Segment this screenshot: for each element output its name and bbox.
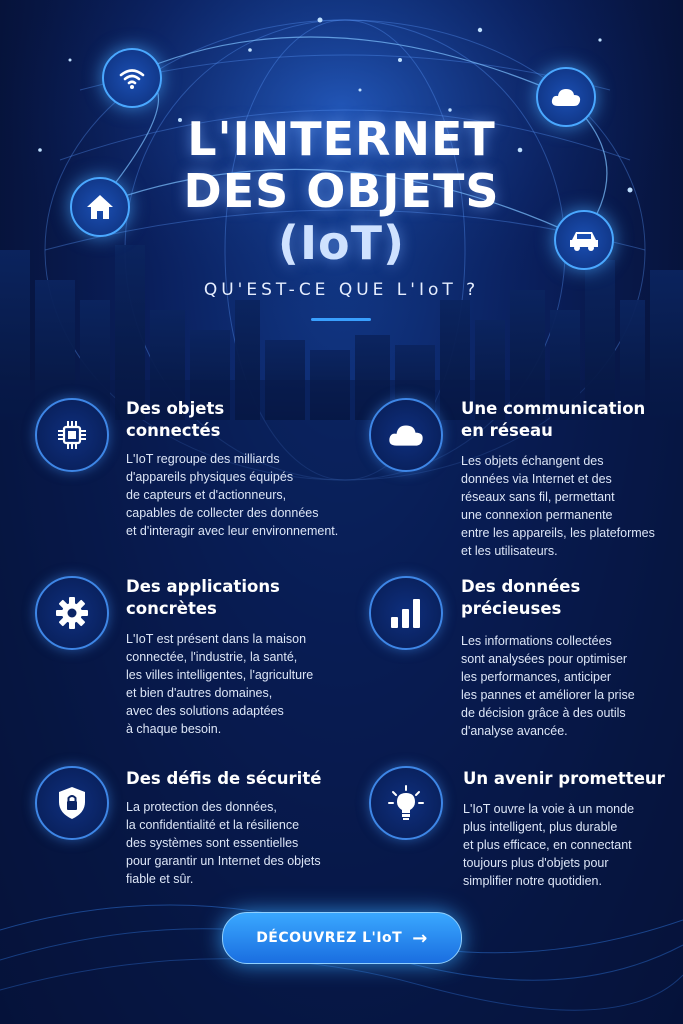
card-text: Les objets échangent des données via Internet et des réseaux sans fil, permettant une connexion permanente entre les appareils, les plateformes et les utilisateurs. [461,454,655,558]
gear-icon [35,576,109,650]
chip-icon [35,398,109,472]
card-title: Des objets connectés [126,399,225,440]
card-text: L'IoT ouvre la voie à un monde plus intelligent, plus durable et plus efficace, en connectant toujours plus d'objets pour simplifier notre quotidien. [463,802,635,888]
wifi-icon [102,48,162,108]
card-text: L'IoT regroupe des milliards d'appareils physiques équipés de capteurs et d'actionneurs, capables de collecter des données et d'interagir avec leur environnement. [126,452,339,538]
shield-lock-icon [35,766,109,840]
card-title: Une communication en réseau [461,399,646,440]
lightbulb-icon [369,766,443,840]
bar-chart-icon [369,576,443,650]
card-text: La protection des données, la confidentialité et la résilience des systèmes sont essentielles pour garantir un Internet des objets fiable et sûr. [126,800,321,886]
card-title: Des défis de sécurité [126,769,322,788]
subtitle-underline [311,318,371,321]
subtitle: QU'EST-CE QUE L'IoT ? [203,280,480,300]
card-text: Les informations collectées sont analysées pour optimiser les performances, anticiper les pannes et améliorer la prise de décision grâce à des outils d'analyse avancée. [461,634,635,738]
arrow-right-icon: → [412,927,428,949]
card-title: Des données précieuses [461,577,581,618]
card-title: Un avenir prometteur [463,769,665,788]
card-title: Des applications concrètes [126,577,280,618]
title-line-3: (IoT) [277,216,406,270]
cloud-icon [369,398,443,472]
discover-iot-label: DÉCOUVREZ L'IoT [256,930,403,946]
title-line-1: L'INTERNET [187,112,496,166]
title-line-2: DES OBJETS [183,164,500,218]
discover-iot-button[interactable] [222,912,462,964]
card-text: L'IoT est présent dans la maison connectée, l'industrie, la santé, les villes intelligentes, l'agriculture et bien d'autres domaines, avec des solutions adaptées à chaque besoin. [126,632,314,736]
